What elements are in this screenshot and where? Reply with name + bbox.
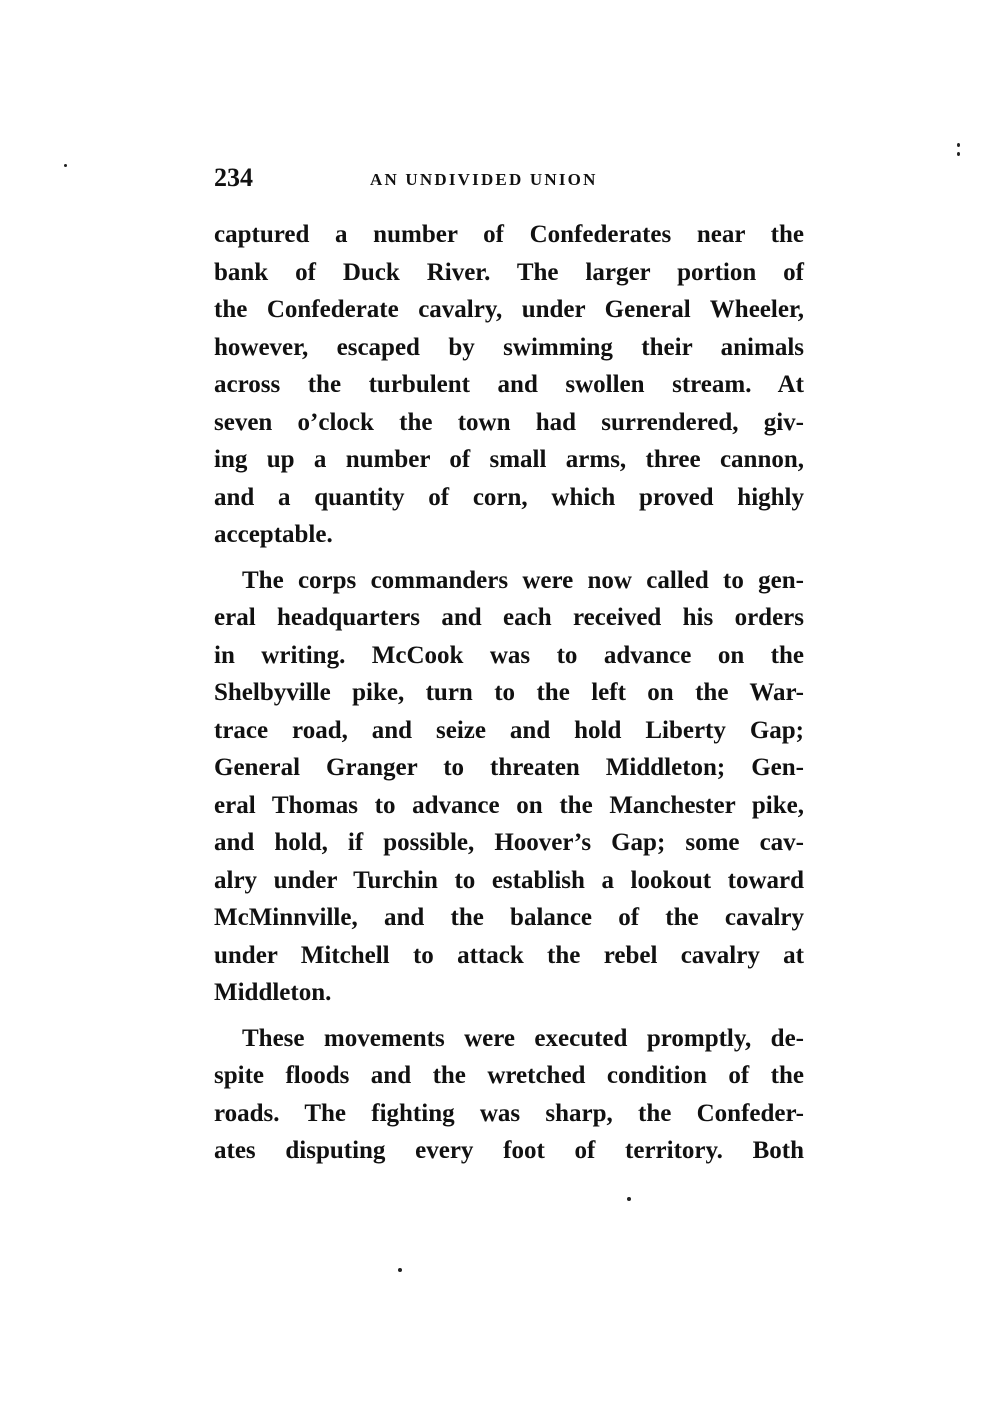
text-line: in writing. McCook was to advance on the bbox=[214, 641, 804, 669]
text-line: however, escaped by swimming their animals bbox=[214, 333, 804, 361]
text-line: eral Thomas to advance on the Manchester pike, bbox=[214, 791, 804, 819]
text-line: eral headquarters and each received his orders bbox=[214, 604, 804, 631]
text-line: trace road, and seize and hold Liberty Gap; bbox=[214, 716, 804, 744]
text-line: spite floods and the wretched condition of the bbox=[214, 1062, 804, 1089]
page-number: 234 bbox=[214, 163, 253, 192]
scan-speck bbox=[64, 164, 67, 167]
text-line: General Granger to threaten Middleton; Gen- bbox=[214, 754, 804, 781]
text-line: under Mitchell to attack the rebel cavalry at bbox=[214, 941, 804, 969]
scan-speck bbox=[627, 1197, 631, 1201]
text-line: Shelbyville pike, turn to the left on the War- bbox=[214, 679, 804, 706]
running-title: AN UNDIVIDED UNION bbox=[370, 170, 598, 189]
paragraph-gap bbox=[214, 1012, 804, 1020]
text-line: bank of Duck River. The larger portion of bbox=[214, 258, 804, 286]
text-line: seven o’clock the town had surrendered, giv- bbox=[214, 408, 804, 436]
text-line: Middleton. bbox=[214, 979, 332, 1006]
text-line: These movements were executed promptly, de- bbox=[242, 1024, 804, 1052]
text-line: The corps commanders were now called to gen- bbox=[242, 566, 804, 594]
text-line: captured a number of Confederates near the bbox=[214, 221, 804, 248]
paragraph bbox=[214, 216, 804, 554]
running-head bbox=[214, 158, 804, 198]
text-line: ates disputing every foot of territory. Both bbox=[214, 1137, 804, 1164]
text-line: roads. The fighting was sharp, the Confeder- bbox=[214, 1099, 804, 1127]
text-line: the Confederate cavalry, under General Wheeler, bbox=[214, 296, 804, 323]
text-line: alry under Turchin to establish a lookout toward bbox=[214, 866, 804, 894]
paragraph bbox=[214, 562, 804, 1012]
text-line: ing up a number of small arms, three cannon, bbox=[214, 446, 804, 473]
scan-speck bbox=[957, 143, 960, 147]
body-text bbox=[214, 216, 804, 1170]
paragraph-gap bbox=[214, 554, 804, 562]
text-line: and a quantity of corn, which proved highly bbox=[214, 483, 804, 511]
text-line: McMinnville, and the balance of the cavalry bbox=[214, 904, 804, 931]
text-line: acceptable. bbox=[214, 521, 333, 548]
text-line: across the turbulent and swollen stream. At bbox=[214, 371, 804, 398]
paragraph bbox=[214, 1020, 804, 1170]
scan-speck bbox=[957, 152, 960, 156]
text-line: and hold, if possible, Hoover’s Gap; some cav- bbox=[214, 829, 804, 856]
scan-speck bbox=[398, 1268, 402, 1272]
